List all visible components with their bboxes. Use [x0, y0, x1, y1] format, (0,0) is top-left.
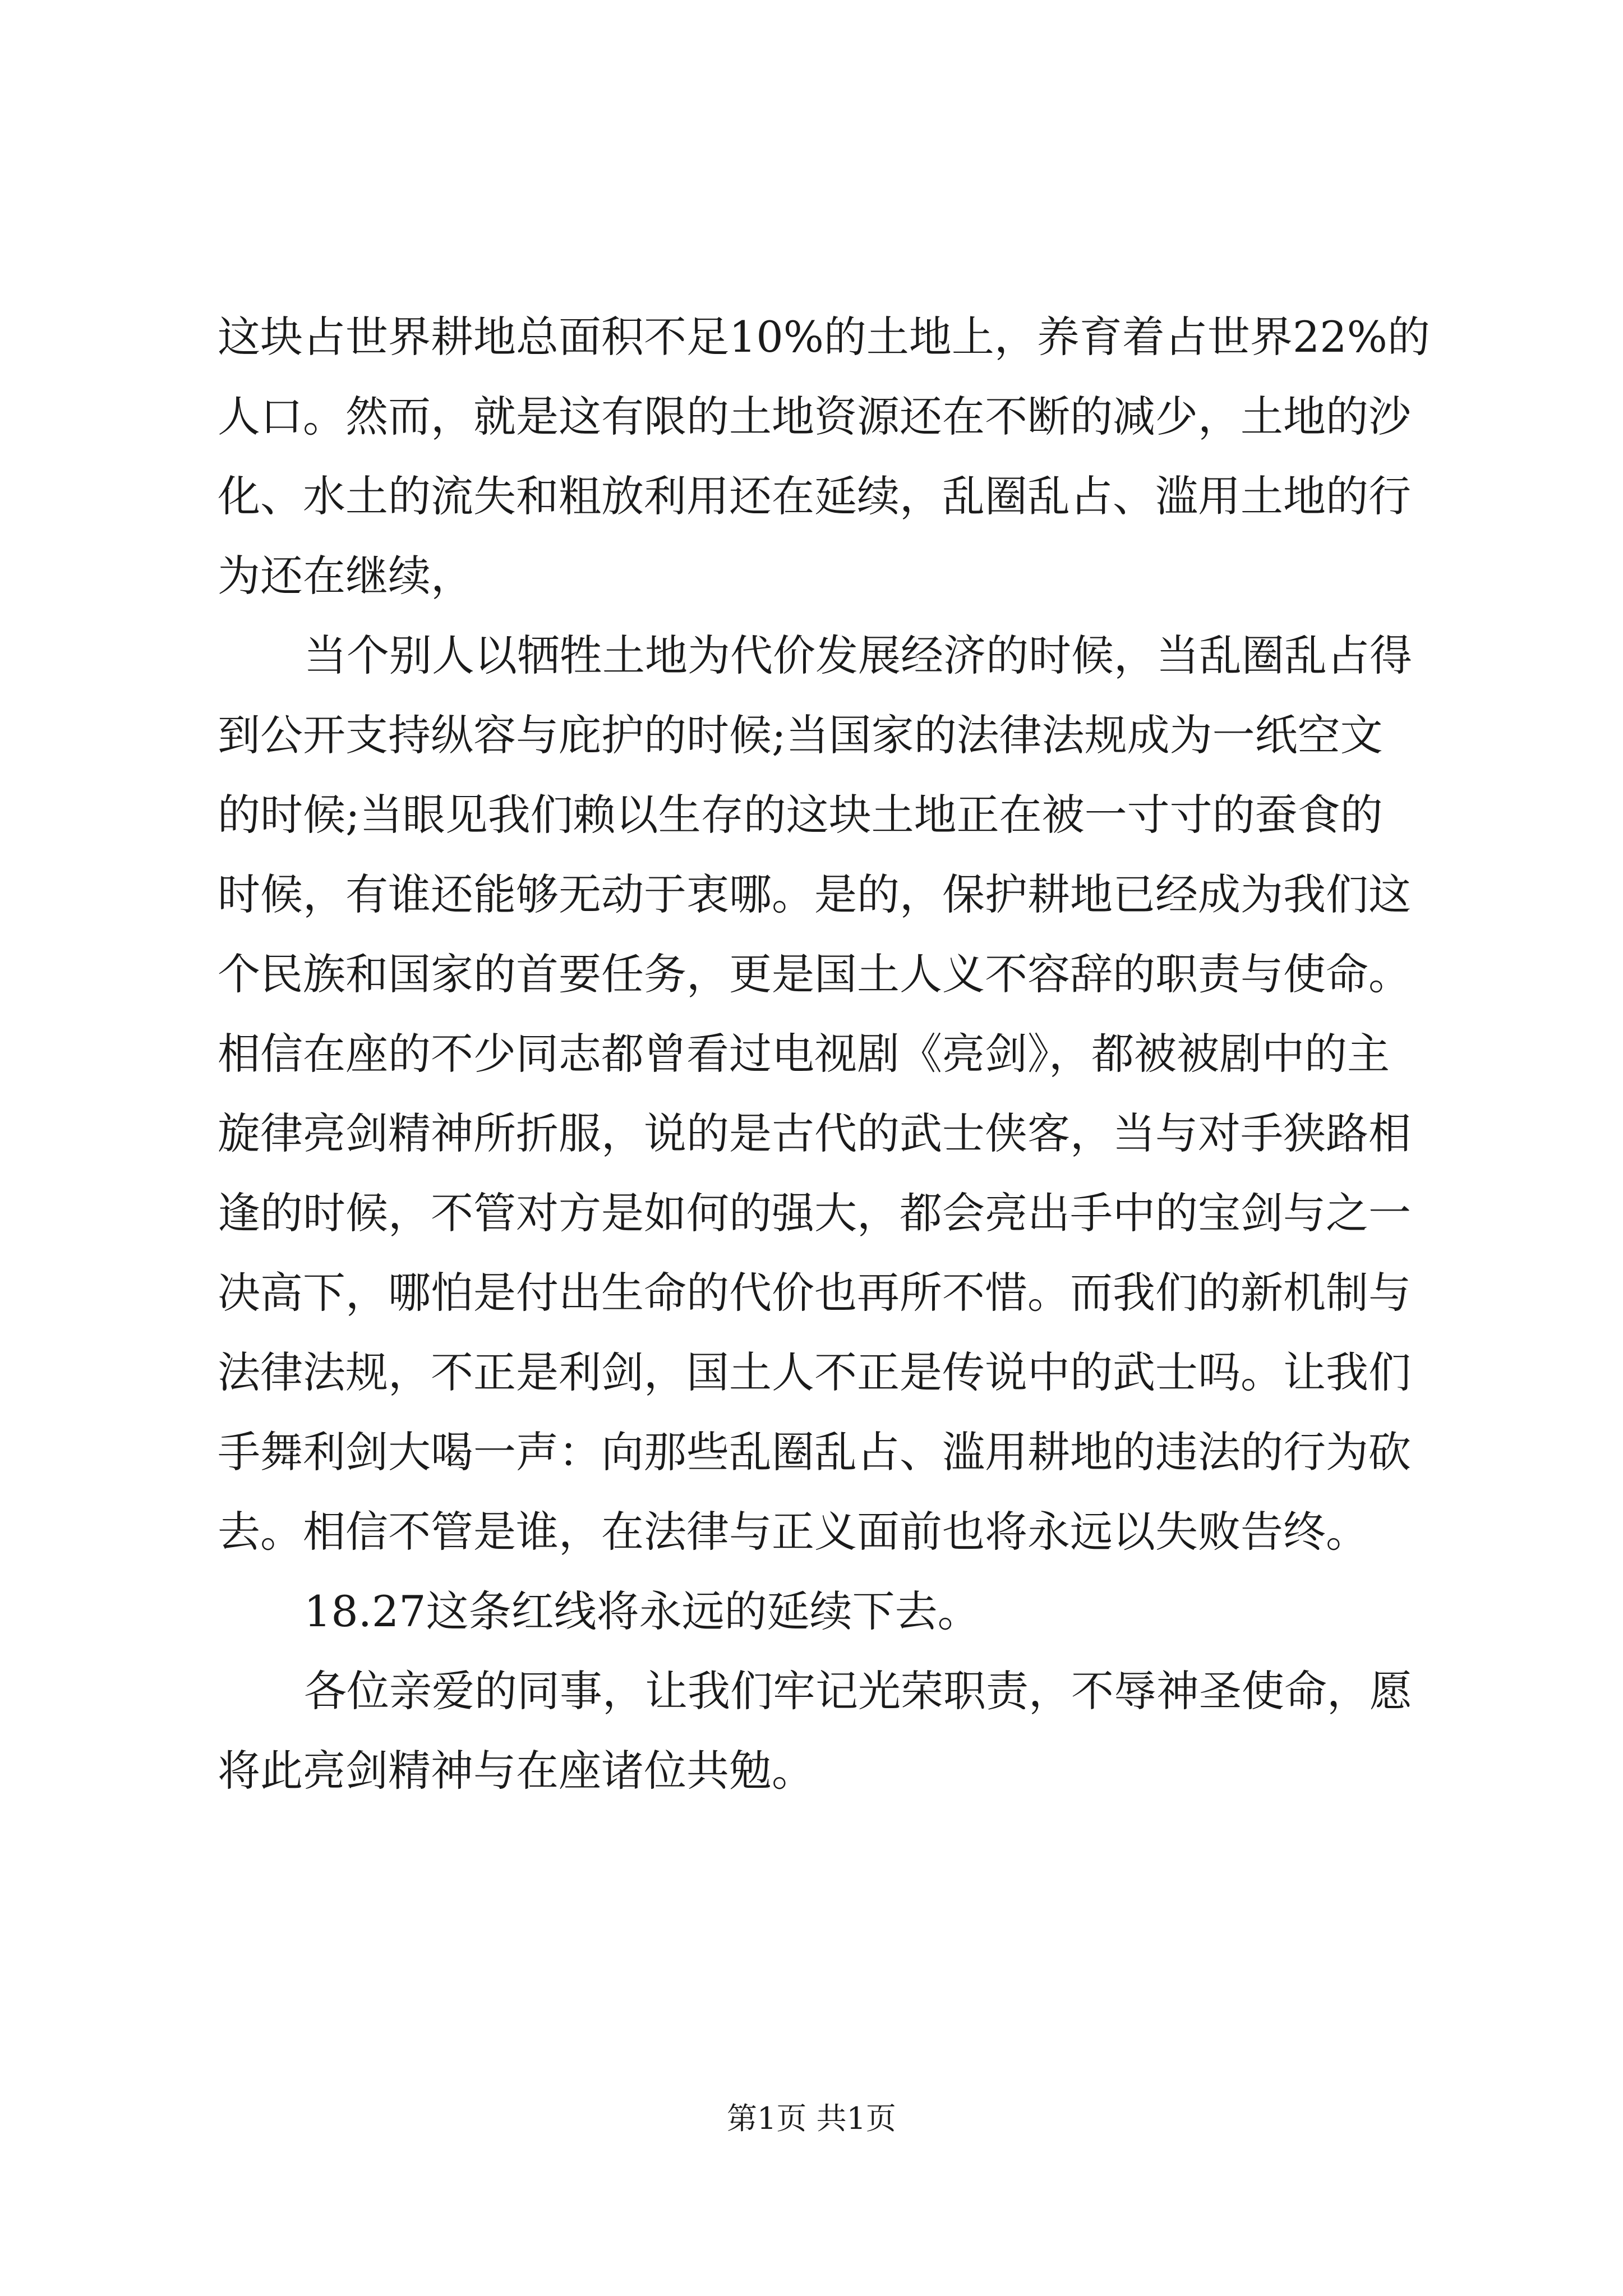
text-line: 将此亮剑精神与在座诸位共勉。 [218, 1746, 814, 1796]
text-line: 去。相信不管是谁，在法律与正义面前也将永远以失败告终。 [218, 1507, 1368, 1557]
text-line: 决高下，哪怕是付出生命的代价也再所不惜。而我们的新机制与 [218, 1268, 1411, 1318]
text-line: 各位亲爱的同事，让我们牢记光荣职责，不辱神圣使命，愿 [304, 1666, 1412, 1716]
text-line: 相信在座的不少同志都曾看过电视剧《亮剑》，都被被剧中的主 [218, 1029, 1390, 1079]
text-line: 个民族和国家的首要任务，更是国土人义不容辞的职责与使命。 [218, 949, 1411, 999]
text-line: 法律法规，不正是利剑，国土人不正是传说中的武士吗。让我们 [218, 1347, 1411, 1397]
page-footer: 第1页 共1页 [727, 2101, 896, 2136]
text-line: 的时候;当眼见我们赖以生存的这块土地正在被一寸寸的蚕食的 [218, 790, 1383, 840]
text-line: 手舞利剑大喝一声：向那些乱圈乱占、滥用耕地的违法的行为砍 [218, 1427, 1411, 1477]
text-line: 18.27这条红线将永远的延续下去。 [304, 1586, 980, 1636]
text-line: 当个别人以牺牲土地为代价发展经济的时候，当乱圈乱占得 [304, 631, 1412, 680]
text-line: 时候，有谁还能够无动于衷哪。是的，保护耕地已经成为我们这 [218, 869, 1411, 919]
text-line: 人口。然而，就是这有限的土地资源还在不断的减少，土地的沙 [218, 392, 1411, 441]
text-line: 化、水土的流失和粗放利用还在延续，乱圈乱占、滥用土地的行 [218, 471, 1411, 521]
text-line: 到公开支持纵容与庇护的时候;当国家的法律法规成为一纸空文 [218, 710, 1383, 760]
text-line: 旋律亮剑精神所折服，说的是古代的武士侠客，当与对手狭路相 [218, 1108, 1411, 1158]
text-line: 逢的时候，不管对方是如何的强大，都会亮出手中的宝剑与之一 [218, 1188, 1411, 1238]
text-line: 这块占世界耕地总面积不足10%的土地上，养育着占世界22%的 [218, 312, 1430, 362]
text-line: 为还在继续， [218, 551, 473, 601]
